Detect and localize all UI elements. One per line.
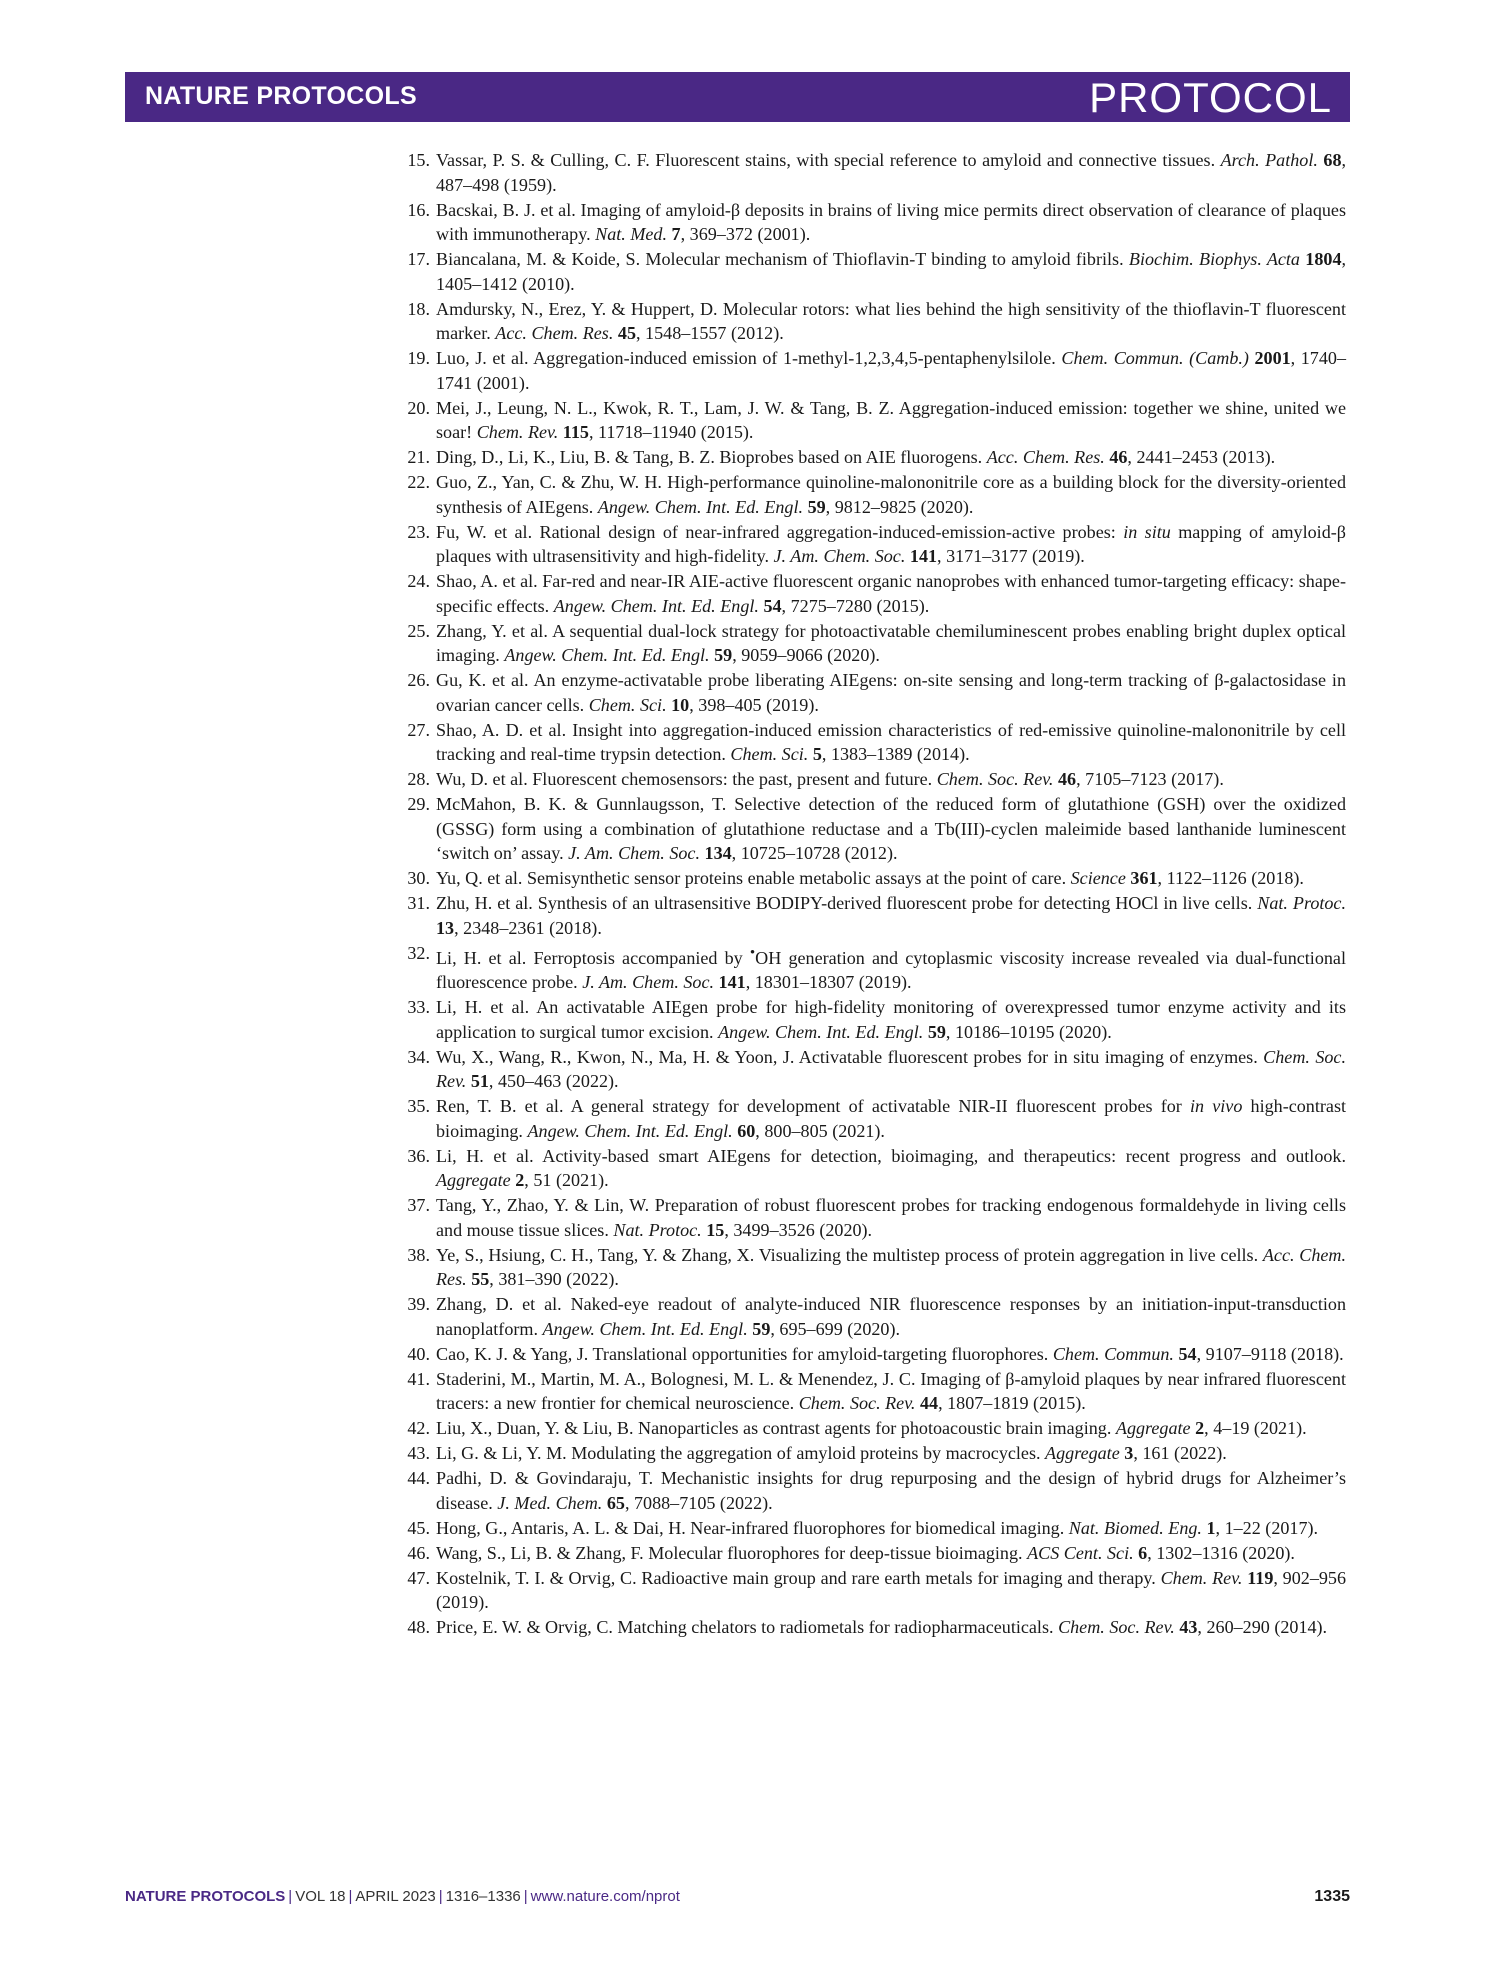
reference-text: Bacskai, B. J. et al. Imaging of amyloid-β deposits in brains of living mice permits direct observation of clearance of plaques with immunotherapy. Nat. Med. 7, 369–372 (2001). bbox=[436, 199, 1346, 244]
reference-text: Li, H. et al. An activatable AIEgen probe for high-fidelity monitoring of overexpressed tumor enzyme activity and its application to surgical tumor excision. Angew. Chem. Int. Ed. Engl. 59, 10186–10195 (2020). bbox=[436, 997, 1346, 1042]
reference-text: Wang, S., Li, B. & Zhang, F. Molecular fluorophores for deep-tissue bioimaging. ACS Cent. Sci. 6, 1302–1316 (2020). bbox=[436, 1542, 1295, 1563]
reference-item bbox=[396, 1466, 1346, 1515]
reference-item bbox=[396, 1367, 1346, 1416]
article-type-label: PROTOCOL bbox=[1089, 74, 1332, 121]
reference-item bbox=[396, 866, 1346, 891]
reference-text: Staderini, M., Martin, M. A., Bolognesi, M. L. & Menendez, J. C. Imaging of β-amyloid plaques by near infrared fluorescent tracers: a new frontier for chemical neuroscience. Chem. Soc. Rev. 44, 1807–1819 (2015). bbox=[436, 1368, 1346, 1414]
reference-number: 27. bbox=[407, 719, 430, 740]
reference-number: 44. bbox=[407, 1468, 430, 1489]
reference-text: Fu, W. et al. Rational design of near-infrared aggregation-induced-emission-active probes: in situ mapping of amyloid-β plaques with ultrasensitivity and high-fidelity. J. Am. Chem. Soc. 141, 3171–3177 (2019). bbox=[436, 521, 1346, 566]
reference-number: 41. bbox=[407, 1368, 430, 1389]
reference-item bbox=[396, 1243, 1346, 1292]
reference-item bbox=[396, 1441, 1346, 1466]
reference-text: Wu, D. et al. Fluorescent chemosensors: the past, present and future. Chem. Soc. Rev. 46, 7105–7123 (2017). bbox=[436, 769, 1224, 789]
reference-item bbox=[396, 1615, 1346, 1640]
reference-number: 20. bbox=[407, 397, 430, 418]
reference-item bbox=[396, 445, 1346, 470]
reference-number: 48. bbox=[407, 1617, 430, 1638]
reference-text: Yu, Q. et al. Semisynthetic sensor proteins enable metabolic assays at the point of care. Science 361, 1122–1126 (2018). bbox=[436, 868, 1304, 888]
reference-item bbox=[396, 297, 1346, 346]
reference-text: Li, G. & Li, Y. M. Modulating the aggregation of amyloid proteins by macrocycles. Aggregate 3, 161 (2022). bbox=[436, 1443, 1227, 1464]
reference-number: 35. bbox=[407, 1096, 430, 1117]
reference-number: 26. bbox=[407, 670, 430, 690]
reference-item bbox=[396, 247, 1346, 296]
reference-item bbox=[396, 1144, 1346, 1193]
reference-number: 37. bbox=[407, 1195, 430, 1216]
reference-text: Price, E. W. & Orvig, C. Matching chelators to radiometals for radiopharmaceuticals. Chem. Soc. Rev. 43, 260–290 (2014). bbox=[436, 1617, 1328, 1638]
reference-text: Padhi, D. & Govindaraju, T. Mechanistic insights for drug repurposing and the design of hybrid drugs for Alzheimer’s disease. J. Med. Chem. 65, 7088–7105 (2022). bbox=[436, 1468, 1346, 1513]
reference-item bbox=[396, 1094, 1346, 1143]
reference-number: 23. bbox=[407, 521, 430, 542]
reference-number: 24. bbox=[407, 571, 430, 591]
reference-number: 17. bbox=[407, 249, 430, 269]
reference-item bbox=[396, 470, 1346, 519]
reference-text: Guo, Z., Yan, C. & Zhu, W. H. High-performance quinoline-malononitrile core as a building block for the diversity-oriented synthesis of AIEgens. Angew. Chem. Int. Ed. Engl. 59, 9812–9825 (2020). bbox=[436, 472, 1346, 517]
reference-number: 19. bbox=[407, 348, 430, 368]
reference-item bbox=[396, 346, 1346, 395]
reference-text: Tang, Y., Zhao, Y. & Lin, W. Preparation of robust fluorescent probes for tracking endogenous formaldehyde in living cells and mouse tissue slices. Nat. Protoc. 15, 3499–3526 (2020). bbox=[436, 1195, 1346, 1240]
reference-text: McMahon, B. K. & Gunnlaugsson, T. Selective detection of the reduced form of glutathione (GSH) over the oxidized (GSSG) form using a combination of glutathione reductase and a Tb(III)-cyclen maleimide based lanthanide luminescent ‘switch on’ assay. J. Am. Chem. Soc. 134, 10725–10728 (2012). bbox=[436, 794, 1346, 863]
reference-text: Liu, X., Duan, Y. & Liu, B. Nanoparticles as contrast agents for photoacoustic brain imaging. Aggregate 2, 4–19 (2021). bbox=[436, 1418, 1307, 1439]
reference-item bbox=[396, 1566, 1346, 1615]
footer-journal: NATURE PROTOCOLS bbox=[125, 1888, 286, 1905]
page-number: 1335 bbox=[1314, 1888, 1350, 1905]
reference-text: Amdursky, N., Erez, Y. & Huppert, D. Molecular rotors: what lies behind the high sensitivity of the thioflavin-T fluorescent marker. Acc. Chem. Res. 45, 1548–1557 (2012). bbox=[436, 298, 1346, 343]
reference-text: Hong, G., Antaris, A. L. & Dai, H. Near-infrared fluorophores for biomedical imaging. Nat. Biomed. Eng. 1, 1–22 (2017). bbox=[436, 1517, 1319, 1538]
reference-number: 22. bbox=[407, 472, 430, 492]
page-footer: NATURE PROTOCOLS | VOL 18 | APRIL 2023 | 1316–1336 | www.nature.com/nprot 1335 bbox=[125, 1888, 1350, 1905]
footer-volume: VOL 18 bbox=[295, 1888, 346, 1905]
reference-number: 40. bbox=[407, 1343, 430, 1364]
reference-number: 34. bbox=[407, 1046, 430, 1067]
reference-text: Shao, A. D. et al. Insight into aggregation-induced emission characteristics of red-emissive quinoline-malononitrile by cell tracking and real-time trypsin detection. Chem. Sci. 5, 1383–1389 (2014). bbox=[436, 719, 1346, 764]
reference-text: Wu, X., Wang, R., Kwon, N., Ma, H. & Yoon, J. Activatable fluorescent probes for in situ imaging of enzymes. Chem. Soc. Rev. 51, 450–463 (2022). bbox=[436, 1046, 1346, 1092]
reference-list bbox=[396, 148, 1346, 1640]
reference-item bbox=[396, 1045, 1346, 1094]
reference-text: Cao, K. J. & Yang, J. Translational opportunities for amyloid-targeting fluorophores. Chem. Commun. 54, 9107–9118 (2018). bbox=[436, 1343, 1344, 1364]
reference-text: Li, H. et al. Ferroptosis accompanied by •OH generation and cytoplasmic viscosity increase revealed via dual-functional fluorescence probe. J. Am. Chem. Soc. 141, 18301–18307 (2019). bbox=[436, 944, 1346, 993]
reference-text: Gu, K. et al. An enzyme-activatable probe liberating AIEgens: on-site sensing and long-term tracking of β-galactosidase in ovarian cancer cells. Chem. Sci. 10, 398–405 (2019). bbox=[436, 670, 1346, 715]
reference-item bbox=[396, 995, 1346, 1044]
reference-number: 33. bbox=[407, 997, 430, 1018]
reference-text: Zhang, Y. et al. A sequential dual-lock strategy for photoactivatable chemiluminescent probes enabling bright duplex optical imaging. Angew. Chem. Int. Ed. Engl. 59, 9059–9066 (2020). bbox=[436, 620, 1346, 665]
footer-pages: 1316–1336 bbox=[445, 1888, 521, 1905]
reference-item bbox=[396, 718, 1346, 767]
reference-text: Ye, S., Hsiung, C. H., Tang, Y. & Zhang, X. Visualizing the multistep process of protein aggregation in live cells. Acc. Chem. Res. 55, 381–390 (2022). bbox=[436, 1244, 1346, 1290]
reference-text: Shao, A. et al. Far-red and near-IR AIE-active fluorescent organic nanoprobes with enhanced tumor-targeting efficacy: shape-specific effects. Angew. Chem. Int. Ed. Engl. 54, 7275–7280 (2015). bbox=[436, 571, 1346, 616]
reference-item bbox=[396, 1292, 1346, 1341]
reference-number: 38. bbox=[407, 1244, 430, 1265]
footer-url-link[interactable]: www.nature.com/nprot bbox=[530, 1888, 680, 1905]
reference-text: Zhu, H. et al. Synthesis of an ultrasensitive BODIPY-derived fluorescent probe for detecting HOCl in live cells. Nat. Protoc. 13, 2348–2361 (2018). bbox=[436, 893, 1346, 938]
reference-text: Ding, D., Li, K., Liu, B. & Tang, B. Z. Bioprobes based on AIE fluorogens. Acc. Chem. Res. 46, 2441–2453 (2013). bbox=[436, 447, 1276, 467]
reference-item bbox=[396, 891, 1346, 940]
reference-number: 16. bbox=[407, 199, 430, 220]
journal-header-bar bbox=[125, 72, 1350, 122]
reference-number: 31. bbox=[407, 893, 430, 913]
reference-number: 42. bbox=[407, 1418, 430, 1439]
reference-item bbox=[396, 1516, 1346, 1541]
reference-item bbox=[396, 767, 1346, 792]
reference-item bbox=[396, 619, 1346, 668]
reference-number: 45. bbox=[407, 1517, 430, 1538]
reference-number: 28. bbox=[407, 769, 430, 789]
reference-number: 21. bbox=[407, 447, 430, 467]
reference-number: 29. bbox=[407, 794, 430, 814]
reference-item bbox=[396, 520, 1346, 569]
reference-item bbox=[396, 1193, 1346, 1242]
reference-text: Zhang, D. et al. Naked-eye readout of analyte-induced NIR fluorescence responses by an initiation-input-transduction nanoplatform. Angew. Chem. Int. Ed. Engl. 59, 695–699 (2020). bbox=[436, 1294, 1346, 1339]
reference-number: 36. bbox=[407, 1145, 430, 1166]
reference-number: 43. bbox=[407, 1443, 430, 1464]
reference-number: 46. bbox=[407, 1542, 430, 1563]
reference-item bbox=[396, 1342, 1346, 1367]
reference-number: 30. bbox=[407, 868, 430, 888]
reference-text: Mei, J., Leung, N. L., Kwok, R. T., Lam, J. W. & Tang, B. Z. Aggregation-induced emission: together we shine, united we soar! Chem. Rev. 115, 11718–11940 (2015). bbox=[436, 397, 1346, 442]
reference-number: 39. bbox=[407, 1294, 430, 1315]
reference-number: 18. bbox=[407, 298, 430, 319]
reference-item bbox=[396, 396, 1346, 445]
reference-number: 47. bbox=[407, 1567, 430, 1588]
reference-text: Luo, J. et al. Aggregation-induced emission of 1-methyl-1,2,3,4,5-pentaphenylsilole. Chem. Commun. (Camb.) 2001, 1740–1741 (2001). bbox=[436, 348, 1346, 393]
footer-date: APRIL 2023 bbox=[355, 1888, 436, 1905]
reference-number: 32. bbox=[407, 942, 430, 963]
reference-text: Biancalana, M. & Koide, S. Molecular mechanism of Thioflavin-T binding to amyloid fibrils. Biochim. Biophys. Acta 1804, 1405–1412 (2010). bbox=[436, 249, 1347, 294]
reference-item bbox=[396, 148, 1346, 197]
reference-text: Li, H. et al. Activity-based smart AIEgens for detection, bioimaging, and therapeutics: recent progress and outlook. Aggregate 2, 51 (2021). bbox=[436, 1145, 1346, 1191]
reference-item bbox=[396, 198, 1346, 247]
reference-item bbox=[396, 569, 1346, 618]
reference-text: Ren, T. B. et al. A general strategy for development of activatable NIR-II fluorescent probes for in vivo high-contrast bioimaging. Angew. Chem. Int. Ed. Engl. 60, 800–805 (2021). bbox=[436, 1096, 1347, 1141]
journal-name: NATURE PROTOCOLS bbox=[145, 82, 417, 110]
reference-text: Vassar, P. S. & Culling, C. F. Fluorescent stains, with special reference to amyloid and connective tissues. Arch. Pathol. 68, 487–498 (1959). bbox=[436, 150, 1347, 195]
reference-item bbox=[396, 668, 1346, 717]
reference-item bbox=[396, 1416, 1346, 1441]
reference-number: 15. bbox=[407, 150, 430, 170]
reference-text: Kostelnik, T. I. & Orvig, C. Radioactive main group and rare earth metals for imaging and therapy. Chem. Rev. 119, 902–956 (2019). bbox=[436, 1567, 1347, 1613]
reference-item bbox=[396, 792, 1346, 866]
reference-number: 25. bbox=[407, 620, 430, 641]
reference-item bbox=[396, 1541, 1346, 1566]
reference-item bbox=[396, 941, 1346, 995]
